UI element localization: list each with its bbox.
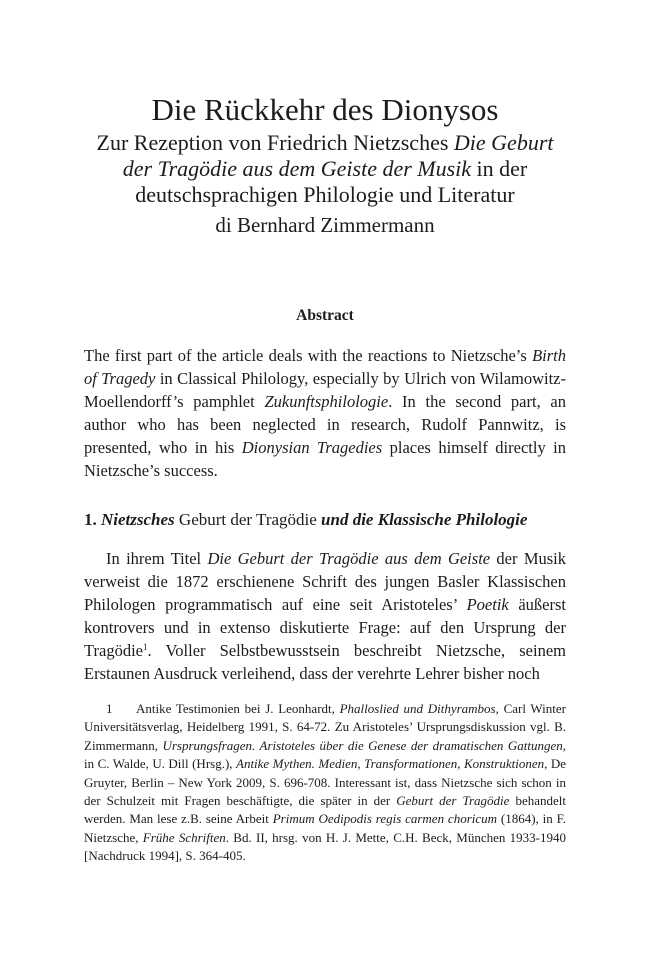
abstract-italic: Zukunftsphilologie	[264, 392, 389, 411]
section-heading-roman: Geburt der Tragödie	[174, 510, 322, 529]
footnote-text: , in C. Walde, U. Dill (Hrsg.),	[84, 737, 566, 772]
body-paragraph	[84, 547, 566, 685]
abstract-heading: Abstract	[296, 307, 354, 324]
footnote-text: Antike Testimonien bei J. Leonhardt,	[136, 701, 340, 716]
footnote-italic: Primum Oedipodis regis carmen choricum	[272, 811, 498, 827]
abstract-text: places himself directly in Nietzsche’s success.	[84, 438, 566, 480]
article-title: Die Rückkehr des Dionysos	[151, 92, 499, 127]
body-italic: Die Geburt der Tragödie aus dem Geiste	[207, 549, 491, 568]
footnote	[84, 700, 566, 866]
subtitle-text: Zur Rezeption von Friedrich Nietzsches	[96, 130, 454, 155]
subtitle-text: in der deutschsprachigen Philologie und Literatur	[135, 156, 528, 207]
footnote-text: , De Gruyter, Berlin – New York 2009, S. 696-708. Interessant ist, dass Nietzsche sich schon in der Schulzeit mit Fragen beschäftigte, die später in der	[84, 756, 566, 809]
footnote-text: , Carl Winter Universitätsverlag, Heidelberg 1991, S. 64-72. Zu Aristoteles’ Ursprungsdiskussion vgl. B. Zimmermann,	[84, 701, 566, 753]
abstract-italic: Dionysian Tragedies	[241, 438, 383, 457]
body-text: äußerst kontrovers und in extenso diskutierte Frage: auf den Ursprung der Tragödie	[84, 595, 566, 660]
abstract-text: in Classical Philology, especially by Ulrich von Wilamowitz-Moellendorff’s pamphlet	[84, 369, 567, 411]
article-subtitle	[84, 130, 566, 208]
abstract-italic: Birth of Tragedy	[84, 346, 566, 388]
footnote-text: (1864), in F. Nietzsche,	[84, 811, 567, 845]
footnote-italic: Antike Mythen. Medien, Transformationen, Konstruktionen	[236, 756, 545, 772]
subtitle-work-title: Die Geburt der Tragödie aus dem Geiste der Musik	[122, 130, 554, 181]
author-line: di Bernhard Zimmermann	[215, 213, 435, 237]
body-text: In ihrem Titel	[106, 549, 208, 568]
abstract-text: . In the second part, an author who has been neglected in research, Rudolf Pannwitz, is presented, who in his	[84, 392, 566, 457]
footnote-number: 1	[106, 701, 113, 716]
abstract-body	[84, 344, 566, 482]
section-number: 1.	[84, 510, 101, 529]
section-heading-italic: Nietzsches	[101, 510, 175, 529]
footnote-italic: Frühe Schriften	[142, 829, 226, 845]
footnote-text: . Bd. II, hrsg. von H. J. Mette, C.H. Beck, München 1933-1940 [Nachdruck 1994], S. 364-405.	[84, 829, 566, 864]
footnote-italic: Phalloslied und Dithyrambos	[339, 701, 496, 716]
section-heading-italic: und die Klassische Philologie	[321, 510, 528, 529]
footnote-italic: Ursprungsfragen. Aristoteles über die Genese der dramatischen Gattungen	[162, 737, 563, 753]
abstract-text: The first part of the article deals with the reactions to Nietzsche’s	[84, 346, 533, 365]
footnote-text: behandelt werden. Man lese z.B. seine Arbeit	[84, 793, 566, 827]
section-heading	[84, 509, 566, 531]
title-block	[84, 92, 566, 238]
body-italic: Poetik	[466, 595, 509, 614]
body-text: . Voller Selbstbewusstsein beschreibt Nietzsche, seinem Erstaunen Ausdruck verleihend, dass der verehrte Lehrer bisher noch	[84, 641, 566, 683]
body-text: der Musik verweist die 1872 erschienene Schrift des jungen Basler Klassischen Philologen programmatisch auf eine seit Aristoteles’	[84, 549, 566, 614]
footnote-italic: Geburt der Tragödie	[396, 793, 510, 809]
footnote-marker[interactable]: 1	[142, 642, 148, 652]
